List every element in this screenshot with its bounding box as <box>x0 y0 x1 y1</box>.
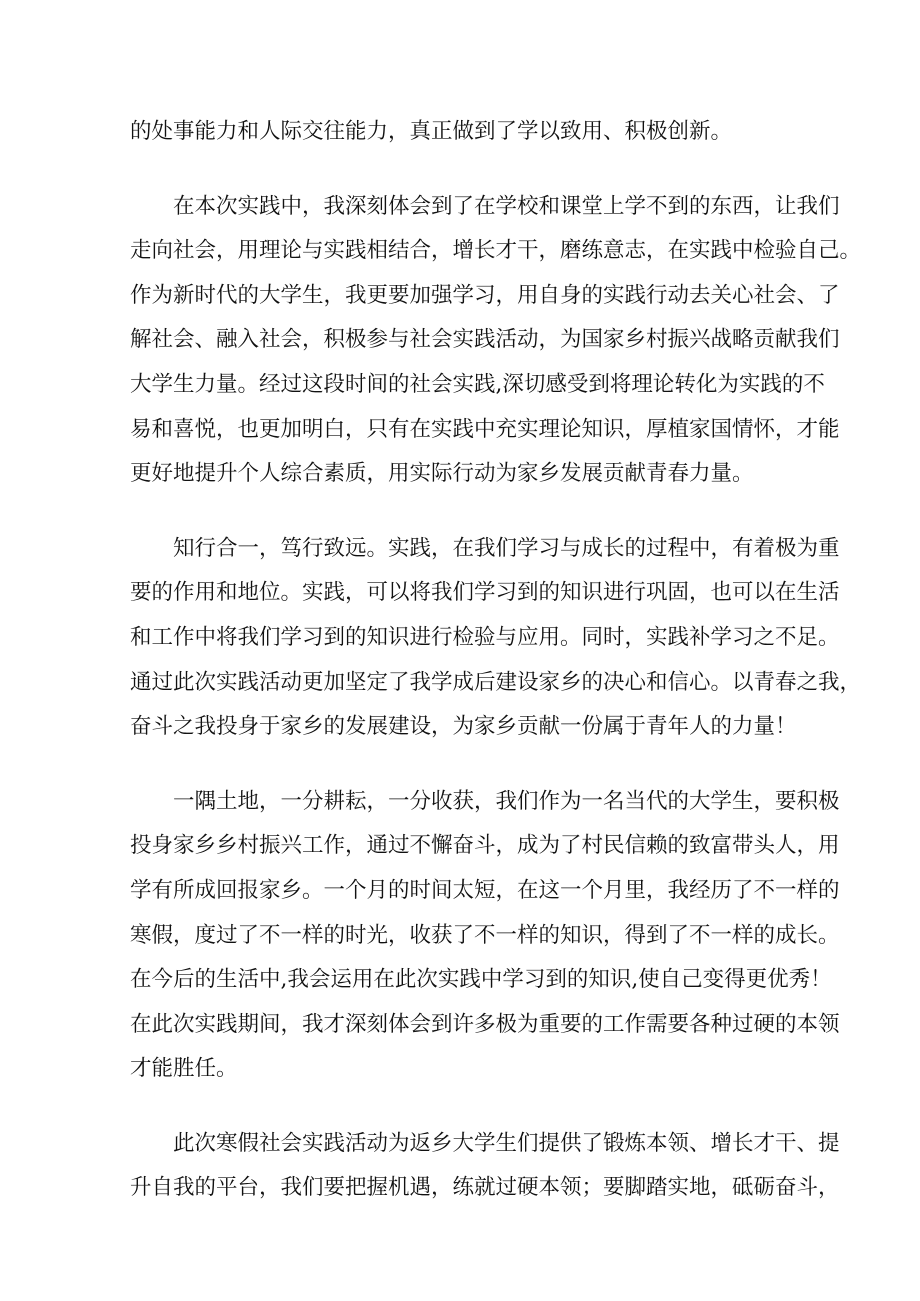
text-line: 寒假，度过了不一样的时光，收获了不一样的知识，得到了不一样的成长。 <box>130 922 840 948</box>
text-line: 解社会、融入社会，积极参与社会实践活动，为国家乡村振兴战略贡献我们 <box>130 327 840 353</box>
text-line: 才能胜任。 <box>130 1056 238 1082</box>
text-line: 易和喜悦，也更加明白，只有在实践中充实理论知识，厚植家国情怀，才能 <box>130 416 840 442</box>
text-line: 更好地提升个人综合素质，用实际行动为家乡发展贡献青春力量。 <box>130 461 754 487</box>
text-line: 在此次实践期间，我才深刻体会到许多极为重要的工作需要各种过硬的本领 <box>130 1011 840 1037</box>
text-line: 作为新时代的大学生，我更要加强学习，用自身的实践行动去关心社会、了 <box>130 282 840 308</box>
text-line: 和工作中将我们学习到的知识进行检验与应用。同时，实践补学习之不足。 <box>130 624 840 650</box>
text-line: 的处事能力和人际交往能力，真正做到了学以致用、积极创新。 <box>130 119 733 144</box>
text-line: 在本次实践中，我深刻体会到了在学校和课堂上学不到的东西，让我们 <box>173 193 840 219</box>
text-line: 奋斗之我投身于家乡的发展建设，为家乡贡献一份属于青年人的力量！ <box>130 714 797 740</box>
text-line: 通过此次实践活动更加坚定了我学成后建设家乡的决心和信心。以青春之我， <box>130 669 862 695</box>
paragraph <box>130 780 840 1092</box>
text-line: 学有所成回报家乡。一个月的时间太短，在这一个月里，我经历了不一样的 <box>130 877 840 903</box>
text-line: 一隅土地，一分耕耘，一分收获，我们作为一名当代的大学生，要积极 <box>173 788 840 814</box>
text-line: 要的作用和地位。实践，可以将我们学习到的知识进行巩固，也可以在生活 <box>130 580 840 606</box>
paragraph <box>130 110 792 155</box>
text-line: 走向社会，用理论与实践相结合，增长才干，磨练意志，在实践中检验自己。 <box>130 238 862 264</box>
text-line: 知行合一，笃行致远。实践，在我们学习与成长的过程中，有着极为重 <box>173 535 840 561</box>
text-line: 此次寒假社会实践活动为返乡大学生们提供了锻炼本领、增长才干、提 <box>173 1130 840 1156</box>
text-line: 升自我的平台，我们要把握机遇，练就过硬本领；要脚踏实地，砥砺奋斗， <box>130 1175 840 1201</box>
paragraph <box>130 527 862 750</box>
text-line: 投身家乡乡村振兴工作，通过不懈奋斗，成为了村民信赖的致富带头人，用 <box>130 833 840 859</box>
paragraph <box>130 1122 840 1211</box>
document-page <box>130 110 862 1241</box>
text-line: 大学生力量。经过这段时间的社会实践,深切感受到将理论转化为实践的不 <box>130 371 825 397</box>
text-line: 在今后的生活中,我会运用在此次实践中学习到的知识,使自己变得更优秀！ <box>130 967 832 993</box>
paragraph <box>130 185 862 497</box>
